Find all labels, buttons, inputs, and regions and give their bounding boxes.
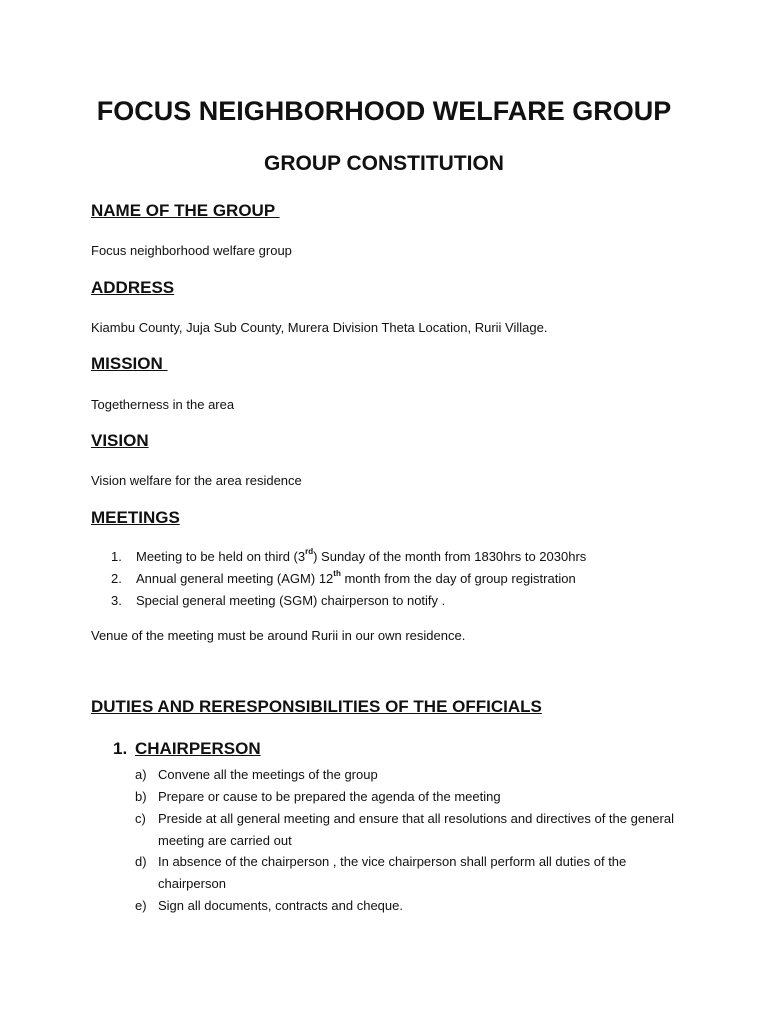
list-item-text: Meeting to be held on third (3: [136, 549, 306, 564]
heading-mission: MISSION: [91, 354, 168, 373]
item-letter: d): [135, 854, 147, 869]
vision-text: Vision welfare for the area residence: [91, 473, 302, 488]
chairperson-duty-item: [135, 895, 695, 917]
meetings-list-item: [111, 549, 586, 564]
list-item-text: Special general meeting (SGM) chairperson to notify .: [136, 593, 446, 608]
list-number: 3.: [111, 593, 122, 608]
item-text: In absence of the chairperson , the vice chairperson shall perform all duties of the chairperson: [158, 854, 627, 891]
chairperson-duty-item: [135, 764, 695, 786]
meetings-list-item: [111, 571, 576, 586]
chairperson-duty-item: [135, 786, 695, 808]
chairperson-duty-item: [135, 851, 695, 895]
item-letter: e): [135, 898, 147, 913]
ordinal-suffix: rd: [305, 547, 314, 556]
heading-meetings: MEETINGS: [91, 508, 180, 527]
meeting-venue-text: Venue of the meeting must be around Rurii in our own residence.: [91, 628, 466, 643]
list-item-text: Annual general meeting (AGM) 12: [136, 571, 334, 586]
subheading-chairperson: [113, 739, 261, 759]
document-title: FOCUS NEIGHBORHOOD WELFARE GROUP: [96, 96, 672, 126]
chairperson-duty-item: [135, 808, 695, 852]
list-item-text: ) Sunday of the month from 1830hrs to 2030hrs: [313, 549, 587, 564]
item-text: Sign all documents, contracts and cheque.: [158, 898, 403, 913]
item-letter: a): [135, 767, 147, 782]
subheading-label: CHAIRPERSON: [135, 739, 261, 758]
mission-text: Togetherness in the area: [91, 397, 235, 412]
item-text: Preside at all general meeting and ensure that all resolutions and directives of the general meeting are carried out: [158, 811, 674, 848]
list-number: 1.: [111, 549, 122, 564]
address-text: Kiambu County, Juja Sub County, Murera Division Theta Location, Rurii Village.: [91, 320, 548, 335]
document-subtitle: GROUP CONSTITUTION: [264, 152, 504, 175]
item-letter: c): [135, 811, 146, 826]
item-letter: b): [135, 789, 147, 804]
heading-vision: VISION: [91, 431, 149, 450]
heading-duties: DUTIES AND RERESPONSIBILITIES OF THE OFFICIALS: [91, 697, 542, 716]
list-item-text: month from the day of group registration: [340, 571, 576, 586]
list-number: 2.: [111, 571, 122, 586]
item-text: Prepare or cause to be prepared the agenda of the meeting: [158, 789, 501, 804]
ordinal-suffix: th: [333, 569, 341, 578]
item-text: Convene all the meetings of the group: [158, 767, 378, 782]
heading-address: ADDRESS: [91, 278, 175, 297]
meetings-list-item: [111, 593, 445, 608]
subheading-number: 1.: [113, 739, 128, 758]
group-name-text: Focus neighborhood welfare group: [91, 243, 292, 258]
heading-name-of-group: NAME OF THE GROUP: [91, 201, 280, 220]
